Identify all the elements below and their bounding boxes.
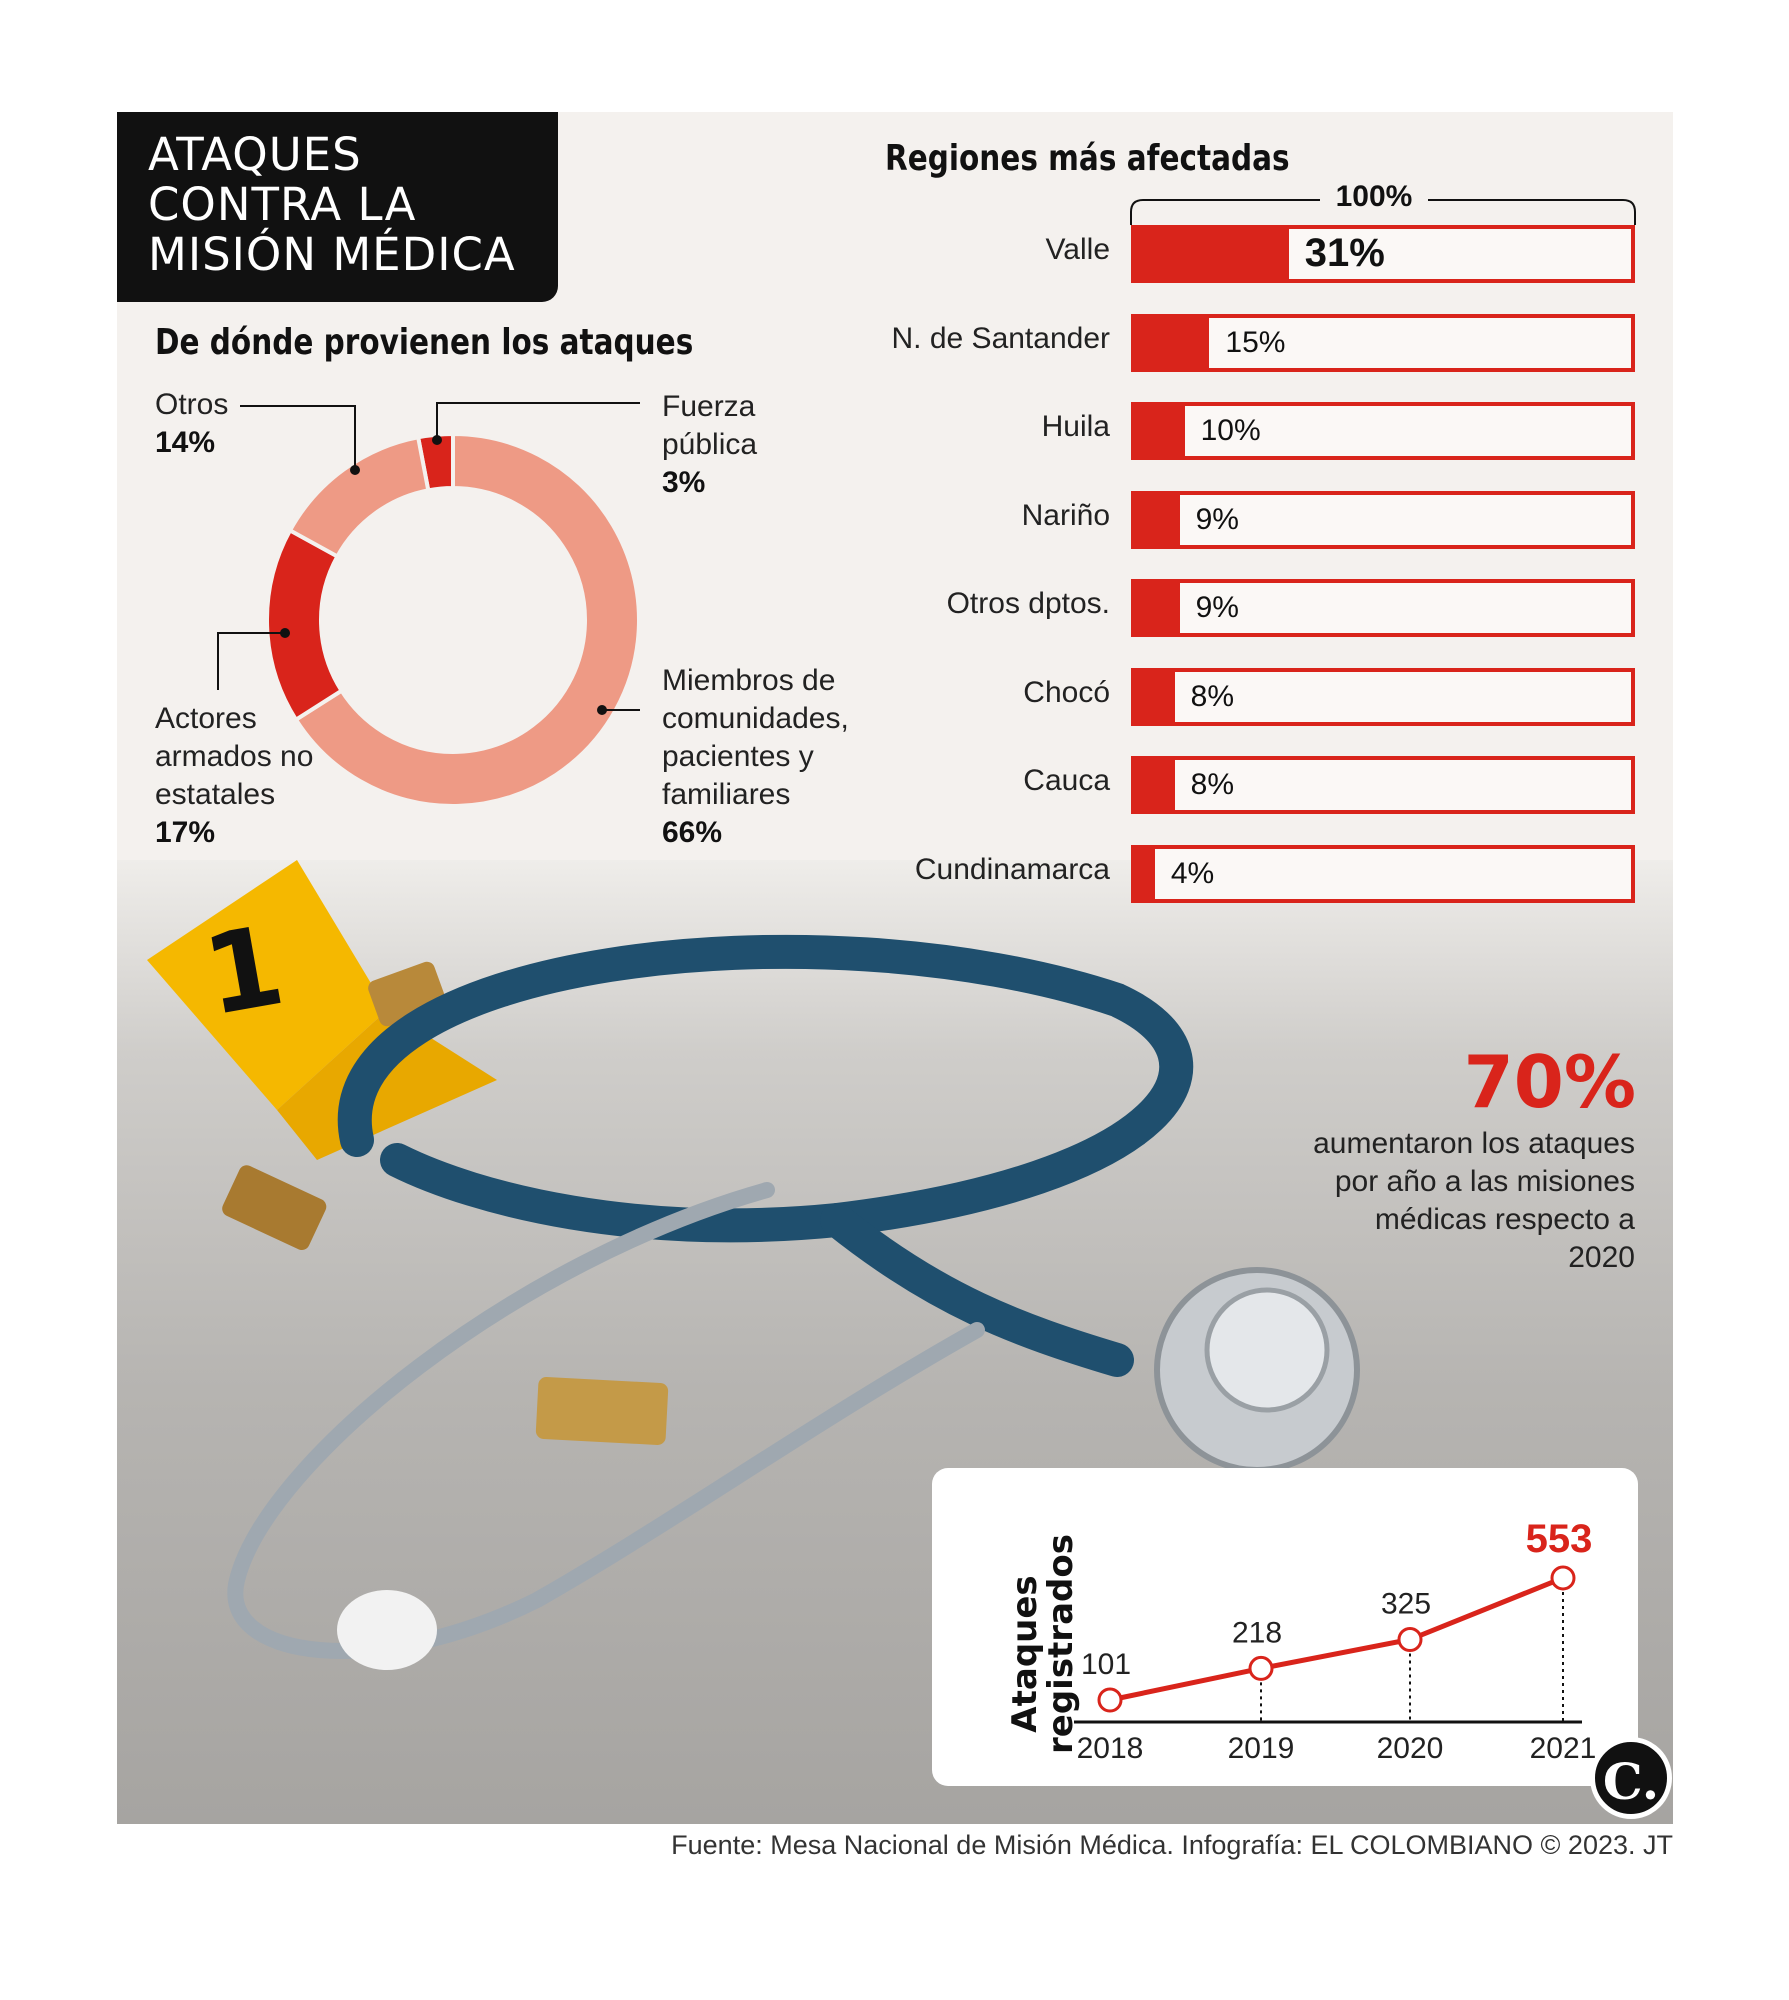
region-value-label: 9%: [1195, 502, 1239, 536]
slice-label-actores: Actores armados no estatales 17%: [155, 702, 314, 849]
fact-text: aumentaron los ataques por año a las misiones médicas respecto a 2020: [1313, 1127, 1635, 1274]
data-label: 218: [1231, 1616, 1283, 1650]
data-point: [1399, 1629, 1421, 1651]
region-name: Huila: [1041, 410, 1110, 443]
region-value-label: 31%: [1304, 231, 1385, 275]
region-name: Valle: [1045, 233, 1110, 266]
page-title: ATAQUES CONTRA LA MISIÓN MÉDICA: [148, 128, 516, 281]
region-value-label: 8%: [1190, 768, 1235, 801]
line-chart-ylabel: Ataques registrados: [1005, 1534, 1081, 1754]
data-point: [1099, 1689, 1121, 1711]
fact-value: 70%: [1463, 1040, 1636, 1124]
region-name: N. de Santander: [891, 321, 1110, 355]
x-tick-label: 2018: [1076, 1732, 1144, 1765]
x-tick-label: 2019: [1227, 1732, 1295, 1765]
region-value-label: 15%: [1225, 325, 1286, 359]
region-value-label: 9%: [1195, 591, 1239, 624]
data-label: 553: [1525, 1516, 1593, 1561]
donut-heading: De dónde provienen los ataques: [155, 322, 694, 363]
region-name: Nariño: [1021, 498, 1110, 532]
region-value-label: 8%: [1190, 679, 1235, 713]
svg-text:1: 1: [194, 901, 293, 1041]
el-colombiano-logo: C.: [1590, 1737, 1672, 1819]
data-point: [1250, 1657, 1272, 1679]
slice-label-miembros: Miembros de comunidades, pacientes y familiares 66%: [662, 664, 849, 849]
regions-heading: Regiones más afectadas: [885, 138, 1290, 179]
slice-label-otros: Otros 14%: [155, 388, 229, 459]
x-tick-label: 2020: [1376, 1732, 1444, 1765]
region-value-label: 10%: [1200, 414, 1261, 447]
region-name: Otros dptos.: [946, 587, 1110, 620]
region-name: Cauca: [1023, 764, 1110, 797]
data-label: 101: [1080, 1648, 1132, 1681]
slice-label-fuerza: Fuerza pública 3%: [662, 390, 758, 499]
data-label: 325: [1380, 1587, 1432, 1621]
region-name: Cundinamarca: [914, 852, 1110, 886]
data-point: [1552, 1567, 1574, 1589]
region-name: Chocó: [1023, 675, 1110, 709]
x-tick-label: 2021: [1529, 1732, 1597, 1765]
scale-label: 100%: [1335, 180, 1413, 213]
series-line: [1110, 1578, 1563, 1700]
region-value-label: 4%: [1170, 856, 1215, 890]
source-text: Fuente: Mesa Nacional de Misión Médica. Infografía: EL COLOMBIANO © 2023. JT: [671, 1830, 1673, 1860]
